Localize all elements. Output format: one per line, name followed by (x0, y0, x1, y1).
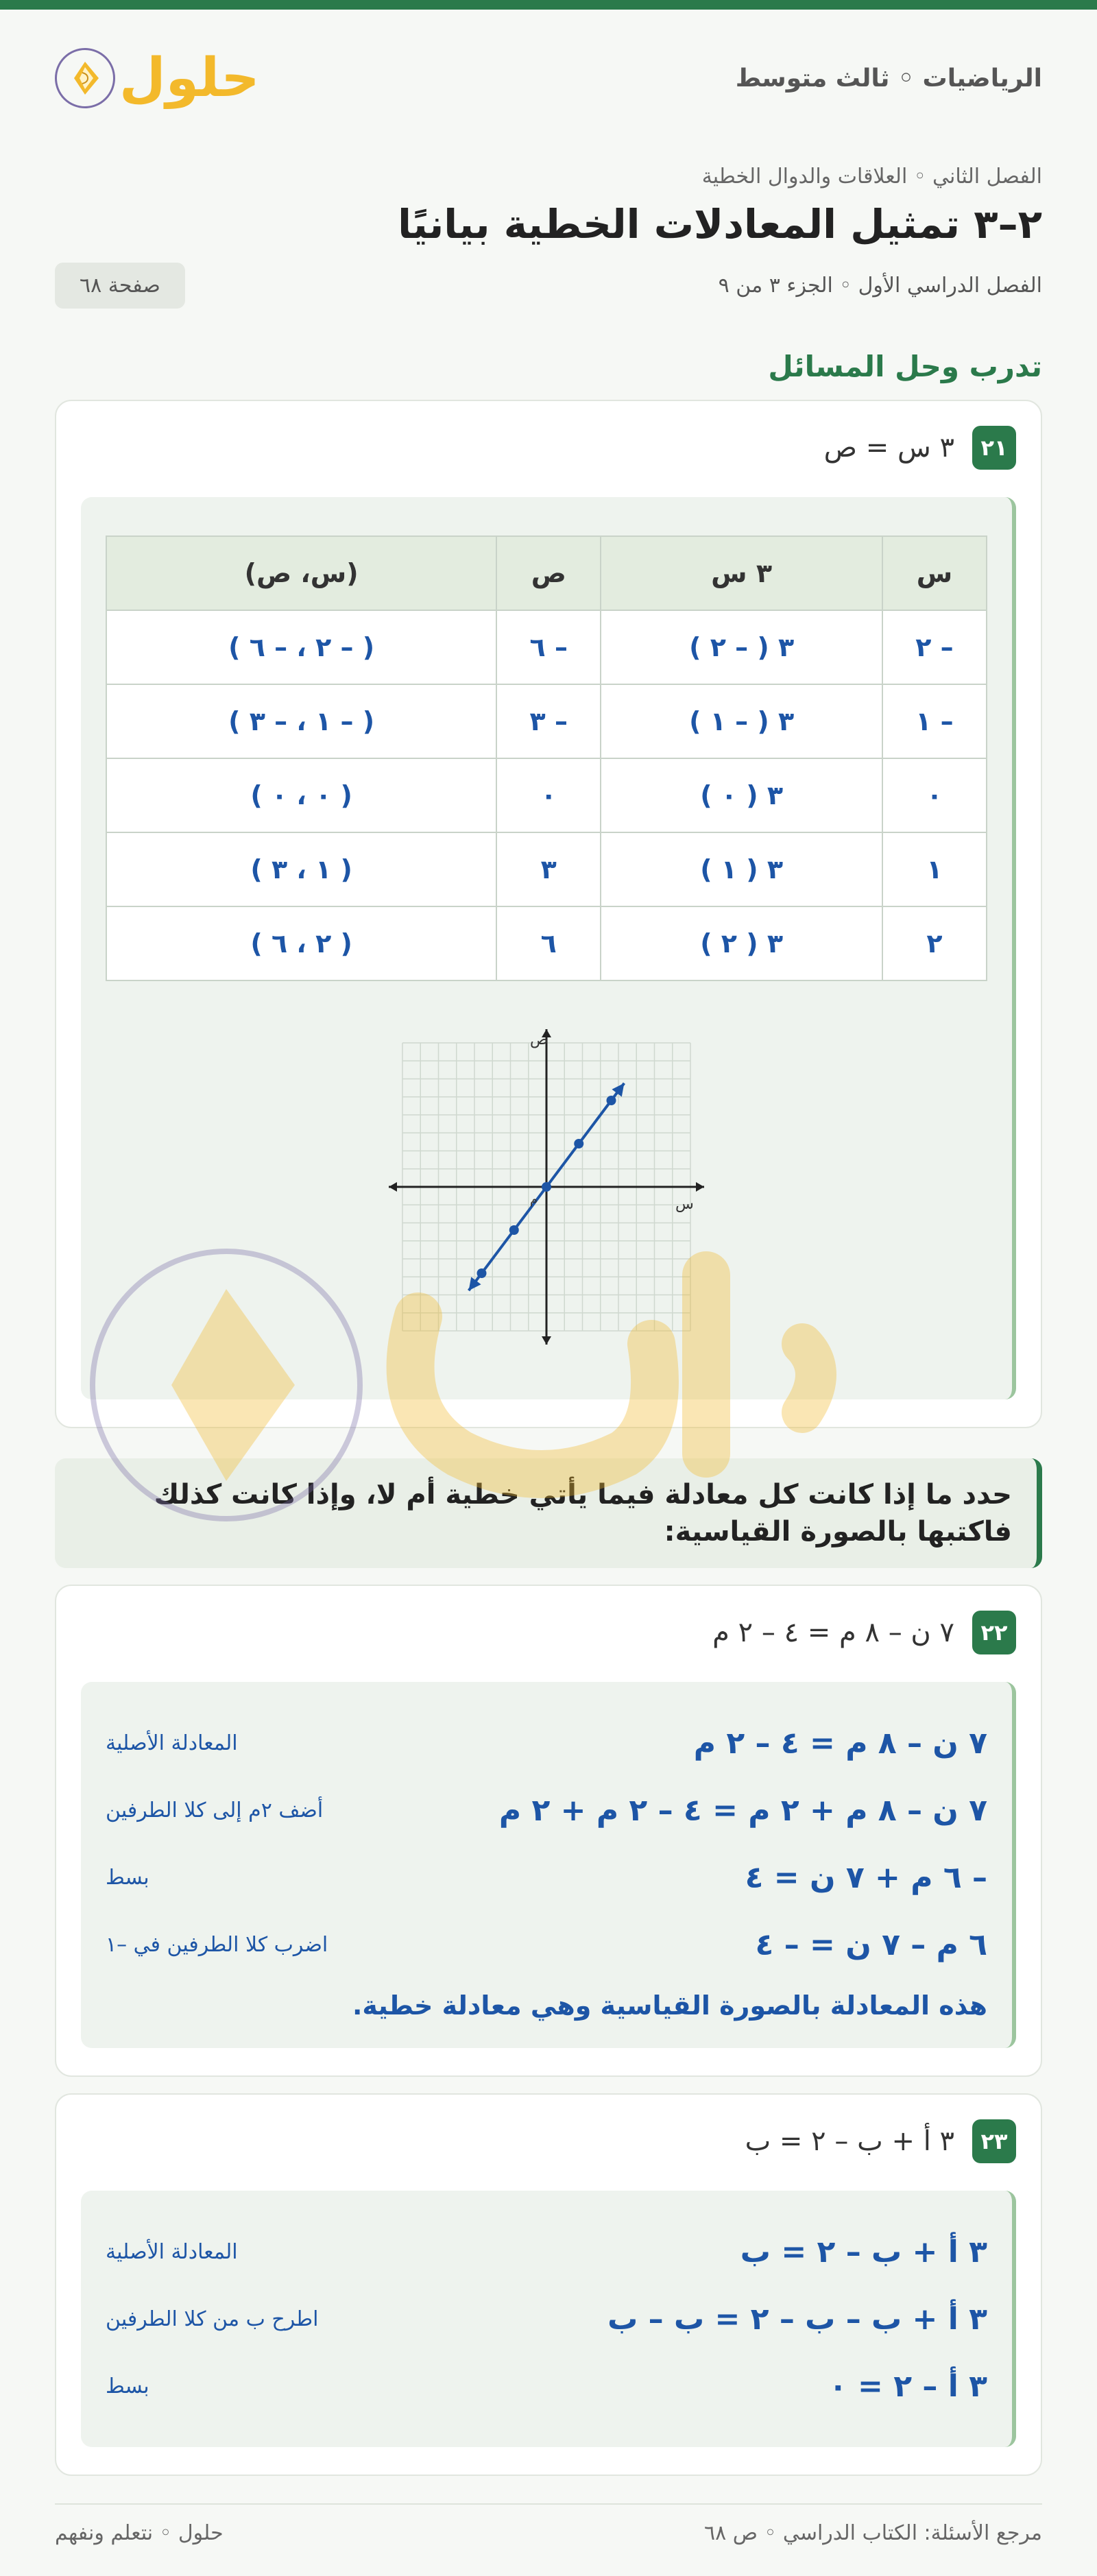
table-header-cell: (س، ص) (106, 536, 496, 610)
hulul-logo[interactable] (55, 48, 260, 108)
table-cell: ( – ١ ، – ٣ ) (106, 684, 496, 758)
solution-box (81, 2191, 1016, 2447)
question-header (81, 1611, 1016, 1654)
step-note: بسط (106, 2374, 149, 2398)
meta-row (55, 263, 1042, 309)
logo-text: حلول (119, 47, 260, 109)
table-cell: ٦ (496, 906, 601, 980)
step-note: اطرح ب من كلا الطرفين (106, 2307, 319, 2331)
table-row (106, 758, 987, 832)
table-header-cell: ٣ س (601, 536, 882, 610)
solution-step (106, 1777, 987, 1844)
table-cell: ( ٢ ، ٦ ) (106, 906, 496, 980)
question-card-22 (55, 1585, 1042, 2077)
step-note: أضف ٢م إلى كلا الطرفين (106, 1798, 324, 1822)
table-cell: ٣ ( ٢ ) (601, 906, 882, 980)
graph-point (607, 1096, 616, 1105)
page-header (55, 10, 1042, 147)
question-number: ٢٢ (972, 1611, 1016, 1654)
question-card-23 (55, 2093, 1042, 2476)
graph-point (477, 1268, 487, 1278)
coordinate-graph (389, 1029, 704, 1345)
y-axis-arrow (542, 1336, 551, 1345)
solution-step (106, 2218, 987, 2285)
question-card-21 (55, 400, 1042, 1428)
values-table (106, 535, 987, 981)
table-cell: ٣ ( ١ ) (601, 832, 882, 906)
graph-point (574, 1139, 583, 1148)
table-cell: ٣ (496, 832, 601, 906)
step-note: المعادلة الأصلية (106, 2239, 238, 2264)
question-header (81, 2119, 1016, 2163)
solution-box (81, 1682, 1016, 2048)
question-number: ٢٣ (972, 2119, 1016, 2163)
table-header-cell: س (882, 536, 987, 610)
question-equation: ٣ س = ص (823, 432, 954, 464)
x-axis-arrow (696, 1182, 704, 1192)
origin-label: م (530, 1192, 538, 1207)
table-cell: ٢ (882, 906, 987, 980)
solution-step (106, 1709, 987, 1777)
subject-label: الرياضيات ◦ ثالث متوسط (735, 64, 1042, 93)
solution-conclusion: هذه المعادلة بالصورة القياسية وهي معادلة خطية. (352, 1990, 987, 2021)
table-row (106, 610, 987, 684)
lesson-title: ٢–٣ تمثيل المعادلات الخطية بيانيًا (398, 201, 1042, 248)
step-note: اضرب كلا الطرفين في –١ (106, 1932, 328, 1957)
page-badge: صفحة ٦٨ (55, 263, 185, 309)
table-cell: – ٦ (496, 610, 601, 684)
table-cell: ١ (882, 832, 987, 906)
table-row (106, 684, 987, 758)
step-equation: ٣ أ – ٢ = ٠ (828, 2368, 987, 2404)
step-note: بسط (106, 1865, 149, 1890)
step-equation: ٧ ن – ٨ م + ٢ م = ٤ – ٢ م + ٢ م (498, 1792, 987, 1828)
step-equation: – ٦ م + ٧ ن = ٤ (745, 1859, 987, 1895)
x-axis-label: س (675, 1196, 694, 1213)
table-cell: ٠ (882, 758, 987, 832)
step-equation: ٧ ن – ٨ م = ٤ – ٢ م (693, 1725, 987, 1761)
solution-step (106, 2285, 987, 2352)
question-equation: ٧ ن – ٨ م = ٤ – ٢ م (712, 1617, 954, 1648)
table-cell: ٣ ( – ١ ) (601, 684, 882, 758)
table-header-cell: ص (496, 536, 601, 610)
table-cell: ٣ ( – ٢ ) (601, 610, 882, 684)
step-equation: ٦ م – ٧ ن = – ٤ (755, 1927, 987, 1962)
page-content (0, 10, 1097, 2545)
step-equation: ٣ أ + ب – ب – ٢ = ب – ب (607, 2301, 987, 2337)
solution-step (106, 1844, 987, 1911)
step-note: المعادلة الأصلية (106, 1731, 238, 1755)
logo-emblem-icon (55, 48, 115, 108)
graph-container (106, 1029, 987, 1345)
question-number: ٢١ (972, 426, 1016, 470)
table-cell: ( ٠ ، ٠ ) (106, 758, 496, 832)
table-row (106, 906, 987, 980)
top-accent-bar (0, 0, 1097, 10)
instruction-banner: حدد ما إذا كانت كل معادلة فيما يأتي خطية أم لا، وإذا كانت كذلك فاكتبها بالصورة القياسية: (55, 1458, 1042, 1568)
table-cell: ( ١ ، ٣ ) (106, 832, 496, 906)
graph-point (542, 1182, 551, 1192)
semester-meta: الفصل الدراسي الأول ◦ الجزء ٣ من ٩ (718, 274, 1042, 298)
question-header (81, 426, 1016, 470)
table-cell: ( – ٢ ، – ٦ ) (106, 610, 496, 684)
graph-point (509, 1225, 519, 1235)
question-equation: ٣ أ + ب – ٢ = ب (745, 2126, 954, 2157)
page-footer (55, 2503, 1042, 2545)
table-cell: ٣ ( ٠ ) (601, 758, 882, 832)
table-cell: – ٢ (882, 610, 987, 684)
x-axis-arrow (389, 1182, 397, 1192)
solution-step (106, 1911, 987, 1978)
footer-reference: مرجع الأسئلة: الكتاب الدراسي ◦ ص ٦٨ (704, 2521, 1042, 2545)
table-cell: – ١ (882, 684, 987, 758)
step-equation: ٣ أ + ب – ٢ = ب (740, 2234, 987, 2270)
table-cell: – ٣ (496, 684, 601, 758)
footer-brand: حلول ◦ نتعلم ونفهم (55, 2521, 224, 2545)
table-header-row (106, 536, 987, 610)
table-cell: ٠ (496, 758, 601, 832)
section-title: تدرب وحل المسائل (768, 350, 1042, 383)
solution-box (81, 497, 1016, 1399)
y-axis-label: ص (530, 1031, 548, 1048)
table-row (106, 832, 987, 906)
chapter-label: الفصل الثاني ◦ العلاقات والدوال الخطية (701, 165, 1042, 189)
solution-step (106, 2352, 987, 2420)
